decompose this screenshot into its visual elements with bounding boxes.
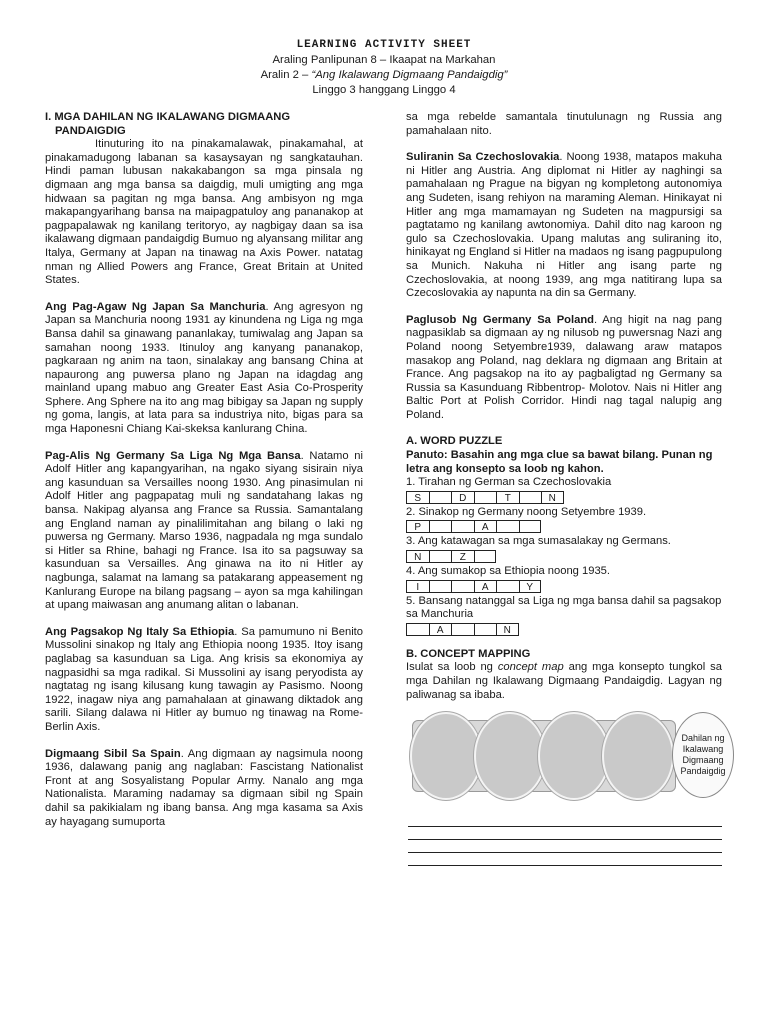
sheet-title: LEARNING ACTIVITY SHEET: [296, 39, 472, 51]
puzzle-cell[interactable]: I: [406, 580, 429, 593]
puzzle-cell[interactable]: [519, 520, 542, 533]
week-line: Linggo 3 hanggang Linggo 4: [312, 84, 456, 96]
paragraph-league: [45, 450, 363, 613]
concept-instr-italic: concept map: [497, 661, 564, 674]
puzzle-item: [406, 535, 722, 563]
body-spain: . Ang digmaan ay nagsimula noong 1936, dalawang panig ang naglaban: Fascistang Nationalist Front at ang Sosyalistang Popular Army. Nanalo ang mga Nationalista. Maraming nadamay sa digmaan sibil ng Spain dahil sa pakikialam ng ibang bansa. Ang mga kasama sa Axis ay hayagang sumuporta: [45, 747, 363, 828]
puzzle-cell[interactable]: [519, 491, 542, 504]
concept-mapping-section: [406, 647, 726, 866]
paragraph-ethiopia: [45, 626, 363, 735]
paragraph-czechoslovakia: [406, 151, 722, 301]
body-manchuria: . Ang agresyon ng Japan sa Manchuria noong 1931 ay kinundena ng Liga ng mga Bansa dahil sa ginawang pananlakay, tumiwalag ang Japan sa samahan noong 1933. Itinuloy ang kanyang pananakop, pagkaraan ng anim na taon, sinalakay ang bansang China at napaurong ang puwersa plano ng Japan na idagdag ang mainland upang mabuo ang Greater East Asia Co-Prosperity Sphere. Ang Sphere na ito ang mag bibigay sa Japan ng supply ng goma, langis, at lata para sa industriya nito, bigas para sa mga Haponesni Chiang Kai-skeksa kanlurang China.: [45, 300, 363, 436]
concept-mapping-title: B. CONCEPT MAPPING: [406, 647, 531, 660]
answer-lines: [406, 814, 722, 866]
puzzle-cell[interactable]: [451, 520, 474, 533]
puzzle-item: [406, 565, 722, 593]
concept-map-center: Dahilan ng Ikalawang Digmaang Pandaigdig: [672, 712, 734, 798]
puzzle-clue: 4. Ang sumakop sa Ethiopia noong 1935.: [406, 565, 611, 578]
body-ethiopia: . Sa pamumuno ni Benito Mussolini sinakop ng Italy ang Ethiopia noong 1935. Itoy isang paglabag sa kasunduan sa Liga. Ang krisis sa ekonomiya ay nagpasidhi sa mga radikal. Si Mussolini ay isang peryodista ay nagtatag ng isang kilusang kung tawagin ay Pasismo. Noong 1922, inagaw niya ang pamahalaan at ginawang diktadok ang sarili. Silang dalawa ni Hitler ay bumuo ng tinawag na Rome-Berlin Axis.: [45, 625, 364, 733]
puzzle-cell[interactable]: A: [474, 520, 497, 533]
puzzle-cell[interactable]: [496, 520, 519, 533]
concept-bubble[interactable]: [538, 712, 610, 800]
sheet-header: [0, 38, 768, 98]
answer-line[interactable]: [408, 827, 722, 840]
body-czechoslovakia: . Noong 1938, matapos makuha ni Hitler ang Austria. Ang diplomat ni Hitler ay naghingi sa pamahalaan ng Prague na bigyan ng kompletong autonomiya ang Sudeten, isang rehiyon na maraming Aleman. Hinikayat ni Hitler ang mga mamamayan ng Sudeten na magpursigi sa pagtatamo ng kanilang awtonomiya. Dahil dito nag karoon ng gulo sa Czechoslovakia. Upang malutas ang suliraning ito, hinikayat ng England si Hitler na madaos ng isang pagpupulong sa Munich. Nakuha ni Hitler ang isang parte ng Czechoslovakia, at noong 1939, ang mga natitirang lupa sa Czecoslovakia ay napunta na din sa Germany.: [406, 151, 722, 300]
concept-map: [410, 712, 732, 800]
heading-manchuria: Ang Pag-Agaw Ng Japan Sa Manchuria: [45, 300, 266, 313]
puzzle-grid: [406, 520, 722, 533]
puzzle-cell[interactable]: Y: [519, 580, 542, 593]
puzzle-cell[interactable]: A: [429, 623, 452, 636]
puzzle-cell[interactable]: D: [451, 491, 474, 504]
paragraph-manchuria: [45, 301, 363, 437]
lesson-prefix: Aralin 2 –: [260, 69, 312, 81]
word-puzzle-section: [406, 435, 722, 635]
puzzle-cell[interactable]: N: [496, 623, 519, 636]
puzzle-cell[interactable]: S: [406, 491, 429, 504]
puzzle-cell[interactable]: [406, 623, 429, 636]
puzzle-cell[interactable]: [474, 623, 497, 636]
lesson-title: “Ang Ikalawang Digmaang Pandaigdig”: [311, 69, 508, 81]
heading-league: Pag-Alis Ng Germany Sa Liga Ng Mga Bansa: [45, 449, 301, 462]
puzzle-cell[interactable]: [429, 550, 452, 563]
puzzle-item: [406, 506, 722, 534]
puzzle-clue: 3. Ang katawagan sa mga sumasalakay ng Germans.: [406, 535, 671, 548]
answer-line[interactable]: [408, 840, 722, 853]
body-league: . Natamo ni Adolf Hitler ang kapangyarihan, na ngako siyang sisirain niya ang kasunduan sa Versailles noong 1930. Ang pinasimulan ni Adolf Hitler ang pagpapatag muli ng sandatahang lakas ng bansa. Nakipag alyansa ang France sa Russia. Samantalang ang England naman ay pinalilimitahan ang bilang o laki ng puwersa ng Germany. Marso 1936, nagpadala ng mga sundalo si Hitler sa Rhine, bahagi ng France. Isa ito sa pagsuway sa kasunduan sa Versailles. Ang ginawa na ito ni Hitler ay nagbunga, salamat na lamang sa patakarang appeasement ng Kanlurang Europe na bilang pagsang – ayon sa mga kahilingan at upang maiwasan ang anumang alitan o labanan.: [45, 449, 363, 612]
subject-line: Araling Panlipunan 8 – Ikaapat na Markahan: [272, 54, 496, 66]
puzzle-cell[interactable]: [451, 623, 474, 636]
left-column: [45, 111, 363, 842]
paragraph-spain: [45, 748, 363, 830]
concept-instr-suffix: ang mga konsepto tungkol sa mga Dahilan ng Ikalawang Digmaang Pandaigdig. Lagyan ng paliwanag sa ibaba.: [406, 661, 722, 701]
concept-bubble[interactable]: [474, 712, 546, 800]
puzzle-item: [406, 476, 722, 504]
heading-poland: Paglusob Ng Germany Sa Poland: [406, 313, 594, 326]
right-column: [406, 111, 726, 866]
word-puzzle-instructions: Panuto: Basahin ang mga clue sa bawat bilang. Punan ng letra ang konsepto sa loob ng kahon.: [406, 449, 713, 475]
puzzle-item: [406, 595, 722, 636]
puzzle-clue: 2. Sinakop ng Germany noong Setyembre 1939.: [406, 505, 647, 518]
puzzle-cell[interactable]: [474, 550, 497, 563]
paragraph-poland: [406, 314, 722, 423]
puzzle-cell[interactable]: P: [406, 520, 429, 533]
puzzle-clue: 5. Bansang natanggal sa Liga ng mga bansa dahil sa pagsakop sa Manchuria: [406, 594, 722, 621]
spain-continued: sa mga rebelde samantala tinutulunagn ng Russia ang pamahalaan nito.: [406, 111, 722, 137]
section-title: [45, 111, 363, 138]
concept-mapping-instructions: [406, 661, 722, 702]
puzzle-clue: 1. Tirahan ng German sa Czechoslovakia: [406, 476, 612, 489]
heading-spain: Digmaang Sibil Sa Spain: [45, 747, 181, 760]
concept-instr-prefix: Isulat sa loob ng: [406, 661, 498, 674]
puzzle-grid: [406, 491, 722, 504]
puzzle-cell[interactable]: [429, 491, 452, 504]
concept-bubble[interactable]: [602, 712, 674, 800]
body-poland: . Ang higit na nag pang nagpasiklab sa digmaan ay ng nilusob ng puwersnag Nazi ang Poland noong Setyembre1939, dalawang araw matapos masakop ang Poland, nag deklara ng digmaan ang Britain at France. Ang pagsakop na ito ay pagbaligtad ng Germany sa Russia sa Kasunduang Ribbentrop- Molotov. Nais ni Hitler ang Baltic Port at Polish Corridor. Hindi nag tagal nalupig ang Poland.: [406, 313, 722, 421]
section-title-line2: PANDAIGDIG: [55, 124, 126, 137]
word-puzzle-title: A. WORD PUZZLE: [406, 435, 503, 448]
intro-paragraph: Itinuturing ito na pinakamalawak, pinakamahal, at pinakamadugong labanan sa kasaysayan ng sangkatauhan. Hindi paman lubusan nakakabangon sa mga pinsala ng digmaan ang mga bansa sa daigdig, muli umigting ang mga hidwaan sa pagitan ng mga bansa. Ang ambisyon ng mga makapangyarihang bansa na maipagpatuloy ang pananakop at pagpapalawak ng kanilang teritoryo, ay nagbigay daan sa isa ikalawang digmaan pandaigdig Bumuo ng alyansang militar ang Italya, Germany at Japan na tinawag na Axis Power. natatag nman ng Allied Powers ang France, Great Britain at United States.: [45, 138, 363, 287]
puzzle-cell[interactable]: N: [541, 491, 564, 504]
puzzle-grid: [406, 550, 722, 563]
answer-line[interactable]: [408, 814, 722, 827]
answer-line[interactable]: [408, 853, 722, 866]
puzzle-cell[interactable]: T: [496, 491, 519, 504]
puzzle-grid: [406, 580, 722, 593]
concept-bubble[interactable]: [410, 712, 482, 800]
puzzle-cell[interactable]: [474, 491, 497, 504]
puzzle-cell[interactable]: Z: [451, 550, 474, 563]
section-title-line1: I. MGA DAHILAN NG IKALAWANG DIGMAANG: [45, 111, 291, 123]
puzzle-cell[interactable]: N: [406, 550, 429, 563]
heading-ethiopia: Ang Pagsakop Ng Italy Sa Ethiopia: [45, 625, 235, 638]
puzzle-cell[interactable]: [429, 520, 452, 533]
heading-czechoslovakia: Suliranin Sa Czechoslovakia: [406, 151, 560, 164]
puzzle-cell[interactable]: [451, 580, 474, 593]
puzzle-cell[interactable]: A: [474, 580, 497, 593]
puzzle-cell[interactable]: [496, 580, 519, 593]
puzzle-cell[interactable]: [429, 580, 452, 593]
puzzle-grid: [406, 623, 722, 636]
lesson-line: [0, 68, 768, 83]
